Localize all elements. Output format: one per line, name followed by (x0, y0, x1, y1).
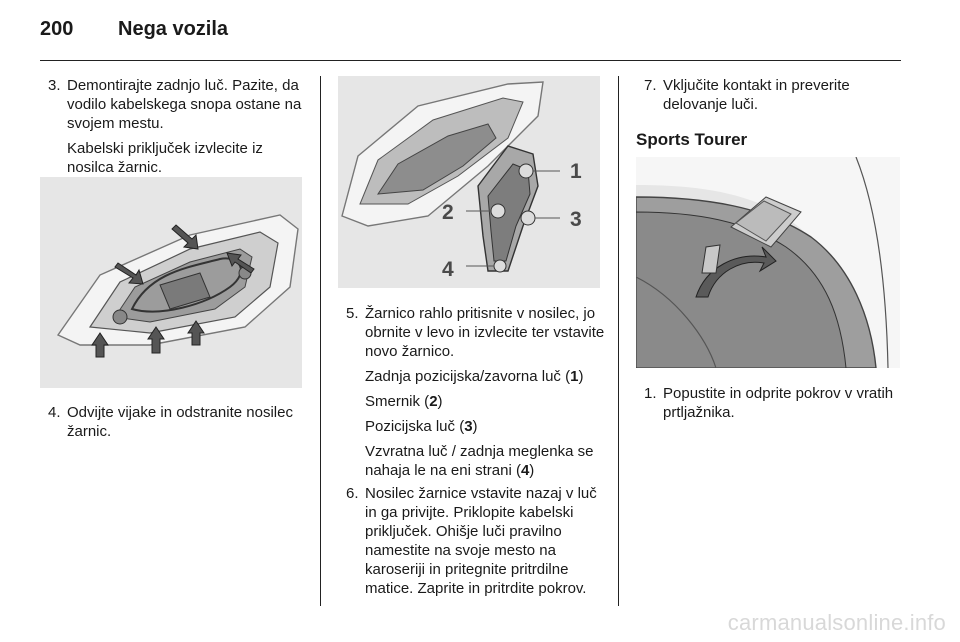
bulb-item-3: Pozicijska luč (3) (365, 418, 478, 435)
step-5 (338, 304, 606, 361)
step-text: Žarnico rahlo pritisnite v nosilec, jo obrnite v levo in izvlecite ter vstavite novo žarnico. (365, 305, 605, 360)
bulb-3 (521, 211, 535, 225)
step-7 (636, 76, 902, 114)
bulb-item-4: Vzvratna luč / zadnja meglenka se nahaja le na eni strani (4) (365, 443, 594, 479)
step-3-note: Kabelski priključek izvlecite iz nosilca žarnic. (67, 140, 263, 176)
step-number: 6. (346, 485, 359, 502)
step-text: Odvijte vijake in odstranite nosilec žarnic. (67, 404, 293, 440)
tail-light-illustration (40, 177, 302, 388)
tail-light-rear-figure (40, 177, 302, 388)
section-title: Nega vozila (118, 18, 229, 40)
column-divider-2 (618, 76, 619, 606)
column-2 (338, 304, 606, 598)
page-number: 200 (40, 18, 74, 40)
section-subheading: Sports Tourer (636, 130, 748, 149)
callout-4: 4 (442, 258, 454, 281)
callout-2: 2 (442, 201, 454, 224)
bulb-item-1: Zadnja pozicijska/zavorna luč (1) (365, 368, 584, 385)
tailgate-cover-figure (636, 157, 900, 368)
step-text: Demontirajte zadnjo luč. Pazite, da vodilo kabelskega snopa ostane na svojem mestu. (67, 77, 302, 132)
watermark: carmanualsonline.info (727, 610, 946, 635)
step-text: Nosilec žarnice vstavite nazaj v luč in ga privijte. Priklopite kabelski priključek. Ohišje luči pravilno namestite na svoje mesto na karoseriji in pritegnite pritrdilne matice. Zaprite in pritrdite pokrov. (365, 485, 597, 597)
step-number: 5. (346, 305, 359, 322)
step-number: 4. (48, 404, 61, 421)
column-3 (636, 76, 902, 149)
bulb-item-2: Smernik (2) (365, 393, 443, 410)
step-6 (338, 484, 606, 598)
header-rule (40, 60, 901, 61)
bulb-holder-figure (338, 76, 600, 288)
column-3-lower (636, 384, 902, 422)
tailgate-illustration (636, 157, 900, 368)
bulb-4 (494, 260, 506, 272)
step-text: Popustite in odprite pokrov v vratih prtljažnika. (663, 385, 894, 421)
bulb-holder-illustration (338, 76, 600, 288)
step-number: 3. (48, 77, 61, 94)
step-number: 7. (644, 77, 657, 94)
column-1 (40, 76, 308, 177)
step-number: 1. (644, 385, 657, 402)
bulb-1 (519, 164, 533, 178)
bulb-2 (491, 204, 505, 218)
column-divider-1 (320, 76, 321, 606)
column-1-lower (40, 403, 308, 441)
step-1 (636, 384, 902, 422)
step-3 (40, 76, 308, 133)
callout-3: 3 (570, 208, 582, 231)
step-text: Vključite kontakt in preverite delovanje luči. (663, 77, 850, 113)
step-4 (40, 403, 308, 441)
callout-1: 1 (570, 160, 582, 183)
